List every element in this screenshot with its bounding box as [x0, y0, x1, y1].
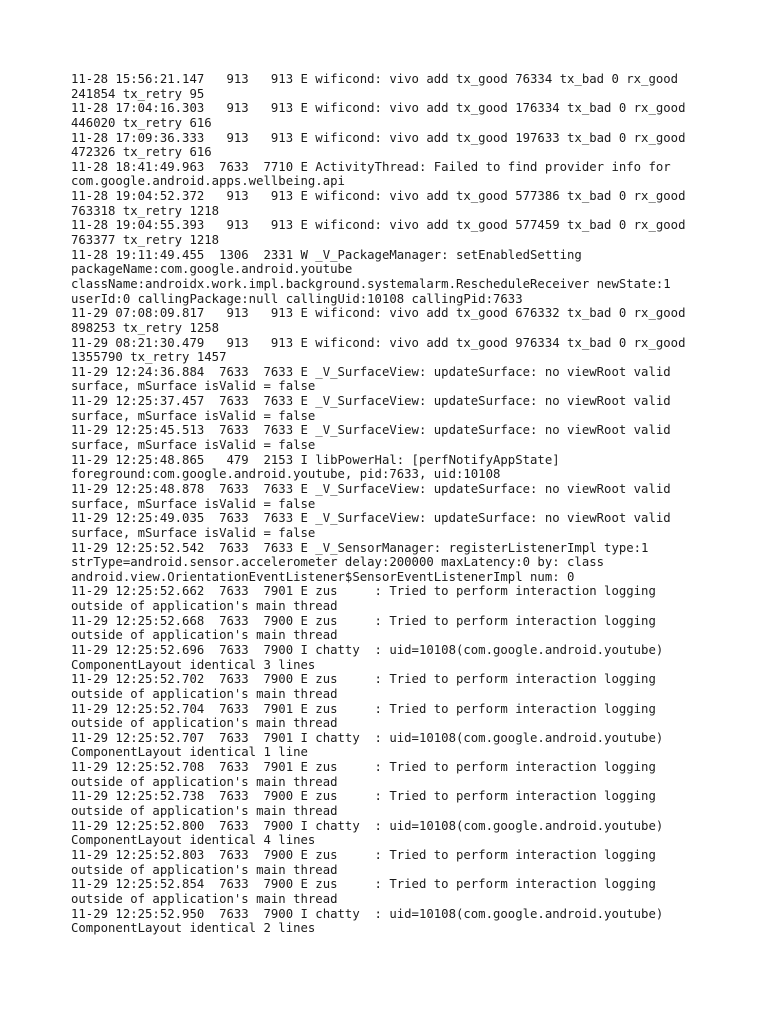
log-line: outside of application's main thread — [71, 774, 338, 789]
log-line: outside of application's main thread — [71, 804, 338, 819]
log-line: 11-29 12:25:52.668 7633 7900 E zus : Tried to perform interaction logging — [71, 613, 656, 628]
log-line: 11-29 12:25:52.803 7633 7900 E zus : Tried to perform interaction logging — [71, 847, 656, 862]
log-line: 11-29 08:21:30.479 913 913 E wificond: vivo add tx_good 976334 tx_bad 0 rx_good — [71, 335, 686, 350]
log-line: 1355790 tx_retry 1457 — [71, 350, 227, 365]
log-line: className:androidx.work.impl.background.systemalarm.RescheduleReceiver newState:1 — [71, 276, 671, 291]
log-line: 11-29 12:25:48.865 479 2153 I libPowerHal: [perfNotifyAppState] — [71, 452, 560, 467]
log-line: 11-29 12:25:52.702 7633 7900 E zus : Tried to perform interaction logging — [71, 672, 656, 687]
log-line: 11-28 15:56:21.147 913 913 E wificond: vivo add tx_good 76334 tx_bad 0 rx_good — [71, 72, 679, 86]
log-text-block — [71, 72, 711, 936]
log-line: packageName:com.google.android.youtube — [71, 262, 353, 277]
log-line: ComponentLayout identical 3 lines — [71, 657, 316, 672]
log-line: outside of application's main thread — [71, 686, 338, 701]
log-line: 446020 tx_retry 616 — [71, 115, 212, 130]
log-line: 11-29 12:25:48.878 7633 7633 E _V_SurfaceView: updateSurface: no viewRoot valid — [71, 481, 671, 496]
log-line: userId:0 callingPackage:null callingUid:10108 callingPid:7633 — [71, 291, 523, 306]
log-line: 11-28 19:04:55.393 913 913 E wificond: vivo add tx_good 577459 tx_bad 0 rx_good — [71, 218, 686, 233]
log-line: surface, mSurface isValid = false — [71, 525, 316, 540]
log-line: strType=android.sensor.accelerometer delay:200000 maxLatency:0 by: class — [71, 555, 605, 570]
log-line: 763377 tx_retry 1218 — [71, 233, 220, 248]
log-line: 11-29 12:25:52.707 7633 7901 I chatty : uid=10108(com.google.android.youtube) — [71, 730, 664, 745]
log-line: ComponentLayout identical 1 line — [71, 745, 308, 760]
log-line: 11-28 18:41:49.963 7633 7710 E ActivityThread: Failed to find provider info for — [71, 159, 671, 174]
log-line: 11-29 07:08:09.817 913 913 E wificond: vivo add tx_good 676332 tx_bad 0 rx_good — [71, 306, 686, 321]
log-line: ComponentLayout identical 4 lines — [71, 833, 316, 848]
log-line: 472326 tx_retry 616 — [71, 145, 212, 160]
log-line: 11-29 12:25:52.696 7633 7900 I chatty : uid=10108(com.google.android.youtube) — [71, 642, 664, 657]
log-line: 11-29 12:25:52.950 7633 7900 I chatty : uid=10108(com.google.android.youtube) — [71, 906, 664, 921]
log-line: 898253 tx_retry 1258 — [71, 320, 220, 335]
log-line: surface, mSurface isValid = false — [71, 438, 316, 453]
log-line: outside of application's main thread — [71, 628, 338, 643]
log-line: 11-28 19:11:49.455 1306 2331 W _V_PackageManager: setEnabledSetting — [71, 247, 582, 262]
log-line: outside of application's main thread — [71, 716, 338, 731]
log-line: outside of application's main thread — [71, 862, 338, 877]
log-line: 11-28 17:04:16.303 913 913 E wificond: vivo add tx_good 176334 tx_bad 0 rx_good — [71, 101, 686, 116]
log-line: surface, mSurface isValid = false — [71, 379, 316, 394]
log-line: outside of application's main thread — [71, 599, 338, 614]
log-line: 11-29 12:25:52.800 7633 7900 I chatty : uid=10108(com.google.android.youtube) — [71, 818, 664, 833]
log-line: 11-28 19:04:52.372 913 913 E wificond: vivo add tx_good 577386 tx_bad 0 rx_good — [71, 189, 686, 204]
log-line: android.view.OrientationEventListener$SensorEventListenerImpl num: 0 — [71, 569, 575, 584]
log-line: 11-29 12:25:52.738 7633 7900 E zus : Tried to perform interaction logging — [71, 789, 656, 804]
log-line: 11-29 12:25:52.542 7633 7633 E _V_SensorManager: registerListenerImpl type:1 — [71, 540, 649, 555]
log-line: 241854 tx_retry 95 — [71, 86, 205, 101]
log-line: 11-29 12:25:45.513 7633 7633 E _V_SurfaceView: updateSurface: no viewRoot valid — [71, 423, 671, 438]
log-line: 11-29 12:25:52.704 7633 7901 E zus : Tried to perform interaction logging — [71, 701, 656, 716]
log-line: outside of application's main thread — [71, 891, 338, 906]
log-line: 763318 tx_retry 1218 — [71, 203, 220, 218]
log-line: ComponentLayout identical 2 lines — [71, 921, 316, 936]
log-line: com.google.android.apps.wellbeing.api — [71, 174, 345, 189]
log-line: 11-28 17:09:36.333 913 913 E wificond: vivo add tx_good 197633 tx_bad 0 rx_good — [71, 130, 686, 145]
log-line: 11-29 12:25:52.662 7633 7901 E zus : Tried to perform interaction logging — [71, 584, 656, 599]
log-line: surface, mSurface isValid = false — [71, 408, 316, 423]
log-line: foreground:com.google.android.youtube, pid:7633, uid:10108 — [71, 467, 501, 482]
log-line: surface, mSurface isValid = false — [71, 496, 316, 511]
log-line: 11-29 12:25:49.035 7633 7633 E _V_SurfaceView: updateSurface: no viewRoot valid — [71, 511, 671, 526]
log-line: 11-29 12:25:52.854 7633 7900 E zus : Tried to perform interaction logging — [71, 877, 656, 892]
log-line: 11-29 12:25:52.708 7633 7901 E zus : Tried to perform interaction logging — [71, 760, 656, 775]
log-line: 11-29 12:25:37.457 7633 7633 E _V_SurfaceView: updateSurface: no viewRoot valid — [71, 394, 671, 409]
log-line: 11-29 12:24:36.884 7633 7633 E _V_SurfaceView: updateSurface: no viewRoot valid — [71, 364, 671, 379]
